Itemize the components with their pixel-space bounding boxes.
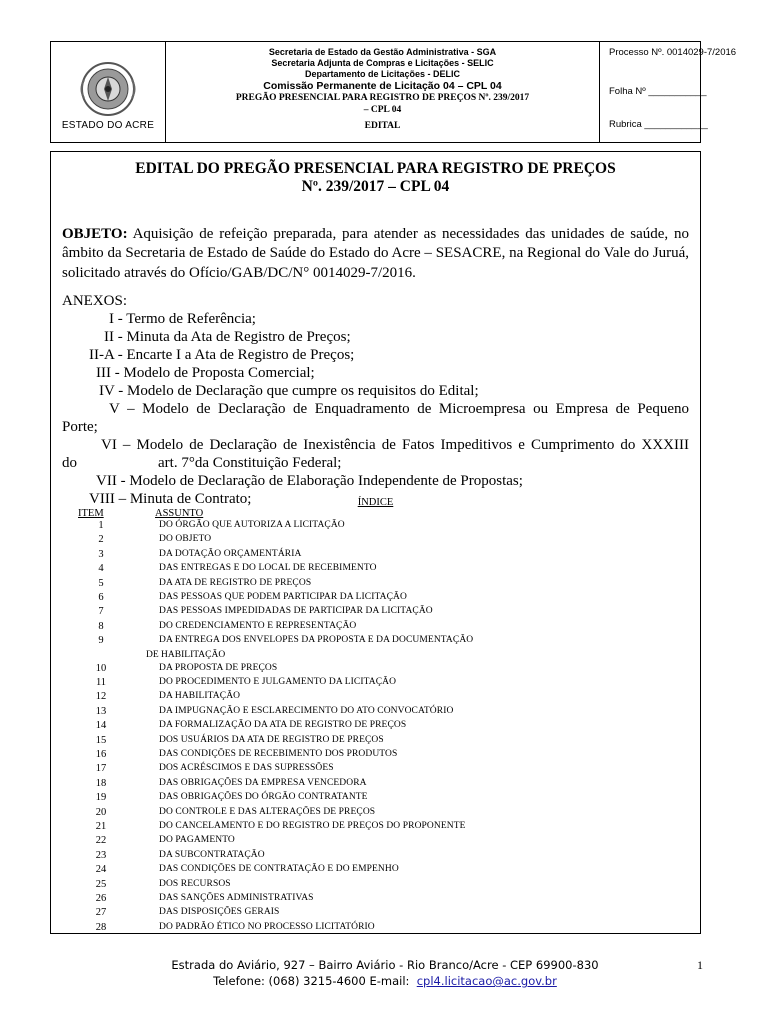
document-title-line2: Nº. 239/2017 – CPL 04	[301, 178, 450, 195]
indice-row	[51, 821, 700, 835]
objeto-paragraph	[62, 225, 689, 283]
indice-item-subject: DO CANCELAMENTO E DO REGISTRO DE PREÇOS DO PROPONENTE	[159, 821, 466, 831]
indice-item-number: 17	[95, 763, 107, 775]
indice-row	[51, 907, 700, 921]
indice-item-number: 22	[95, 835, 107, 847]
objeto-text: Aquisição de refeição preparada, para atender as necessidades das unidades de saúde, no âmbito da Secretaria de Estado de Saúde do Estado do Acre – SESACRE, na Regional do Vale do Juruá, solicitado através do Ofício/GAB/DC/N° 0014029-7/2016.	[62, 226, 689, 281]
indice-item-subject: DAS OBRIGAÇÕES DO ÓRGÃO CONTRATANTE	[159, 792, 368, 803]
document-body	[50, 151, 701, 934]
header-line-selic: Secretaria Adjunta de Compras e Licitações - SELIC	[271, 58, 494, 68]
indice-item-subject: DA ATA DE REGISTRO DE PREÇOS	[159, 577, 312, 588]
indice-item-subject: DA DOTAÇÃO ORÇAMENTÁRIA	[159, 548, 302, 559]
indice-row	[51, 850, 700, 864]
document-header	[50, 41, 737, 143]
footer-phone: Telefone: (068) 3215-4600 E-mail:	[213, 974, 410, 988]
objeto-label: OBJETO:	[62, 226, 128, 242]
indice-item-subject: DAS OBRIGAÇÕES DA EMPRESA VENCEDORA	[159, 777, 367, 788]
rubrica-field: Rubrica ____________	[609, 119, 708, 130]
indice-row	[51, 864, 700, 878]
indice-item-number: 13	[95, 705, 107, 717]
header-agency-cell	[166, 42, 600, 142]
indice-item-subject: DOS USUÁRIOS DA ATA DE REGISTRO DE PREÇOS	[159, 734, 384, 745]
indice-item-subject: DAS CONDIÇÕES DE RECEBIMENTO DOS PRODUTOS	[159, 749, 398, 759]
indice-item-number: 25	[95, 878, 107, 890]
indice-row	[51, 879, 700, 893]
indice-item-number: 24	[95, 864, 107, 876]
indice-row	[51, 706, 700, 720]
indice-item-number: 6	[98, 592, 104, 603]
indice-row	[51, 763, 700, 777]
indice-item-number: 20	[95, 806, 107, 818]
header-line-cpl04: – CPL 04	[363, 105, 402, 115]
header-line-edital: EDITAL	[364, 121, 401, 131]
anexos-label: ANEXOS:	[62, 293, 128, 309]
indice-item-subject: DO PADRÃO ÉTICO NO PROCESSO LICITATÓRIO	[159, 921, 375, 932]
indice-row	[51, 592, 700, 606]
indice-item-subject: DO PAGAMENTO	[159, 835, 235, 846]
anexo-item: II-A - Encarte I a Ata de Registro de Preços;	[89, 347, 355, 363]
anexo-item: IV - Modelo de Declaração que cumpre os requisitos do Edital;	[99, 383, 479, 399]
indice-item-subject: DAS SANÇÕES ADMINISTRATIVAS	[159, 893, 314, 903]
indice-item-subject: DA SUBCONTRATAÇÃO	[159, 849, 265, 860]
indice-item-number: 19	[95, 792, 107, 804]
header-line-sga: Secretaria de Estado da Gestão Administrativa - SGA	[268, 47, 497, 57]
anexo-item: V – Modelo de Declaração de Enquadramento de Microempresa ou Empresa de Pequeno	[109, 401, 689, 417]
indice-row	[51, 749, 700, 763]
indice-row	[51, 663, 700, 677]
indice-item-number: 4	[98, 563, 104, 575]
folha-field: Folha Nº ___________	[609, 86, 707, 97]
indice-item-number: 26	[95, 893, 107, 904]
header-logo-cell	[51, 42, 166, 142]
indice-row	[51, 621, 700, 635]
indice-item-subject: DA IMPUGNAÇÃO E ESCLARECIMENTO DO ATO CONVOCATÓRIO	[159, 705, 454, 716]
footer-address: Estrada do Aviário, 927 – Bairro Aviário - Rio Branco/Acre - CEP 69900-830	[171, 958, 599, 972]
indice-item-number: 14	[95, 720, 107, 732]
anexo-item-continuation: art. 7°da Constituição Federal;	[158, 455, 342, 471]
indice-item-subject: DO CREDENCIAMENTO E REPRESENTAÇÃO	[159, 620, 357, 631]
indice-col-assunto: ASSUNTO	[155, 508, 204, 519]
anexo-item: III - Modelo de Proposta Comercial;	[96, 365, 315, 381]
indice-item-subject: DAS DISPOSIÇÕES GERAIS	[159, 907, 280, 918]
indice-row	[51, 606, 700, 620]
indice-col-item: ITEM	[78, 508, 104, 519]
indice-item-continuation: DE HABILITAÇÃO	[146, 649, 226, 660]
indice-item-number: 11	[95, 677, 107, 688]
anexo-item-continuation: do	[62, 455, 77, 471]
header-line-delic: Departamento de Licitações - DELIC	[304, 69, 461, 79]
indice-item-subject: DO PROCEDIMENTO E JULGAMENTO DA LICITAÇÃO	[159, 677, 397, 687]
indice-row	[51, 563, 700, 577]
footer-email-link[interactable]: cpl4.licitacao@ac.gov.br	[416, 974, 557, 988]
state-coat-of-arms-icon	[79, 60, 137, 118]
footer-contact	[0, 974, 770, 988]
indice-item-subject: DA PROPOSTA DE PREÇOS	[159, 662, 278, 673]
indice-item-subject: DA HABILITAÇÃO	[159, 691, 241, 702]
indice-item-number: 27	[95, 907, 107, 919]
anexo-item-continuation: Porte;	[62, 419, 98, 435]
indice-item-subject: DA ENTREGA DOS ENVELOPES DA PROPOSTA E DA DOCUMENTAÇÃO	[159, 635, 474, 646]
header-line-pregao: PREGÃO PRESENCIAL PARA REGISTRO DE PREÇOS Nº. 239/2017	[235, 93, 530, 103]
indice-item-number: 1	[98, 520, 104, 531]
indice-row	[51, 691, 700, 705]
indice-item-subject: DO CONTROLE E DAS ALTERAÇÕES DE PREÇOS	[159, 806, 376, 817]
indice-item-number: 9	[98, 635, 104, 647]
state-name: ESTADO DO ACRE	[61, 120, 155, 131]
indice-item-number: 23	[95, 849, 107, 861]
indice-item-subject: DO OBJETO	[159, 534, 212, 545]
document-title-line1: EDITAL DO PREGÃO PRESENCIAL PARA REGISTRO DE PREÇOS	[135, 160, 616, 177]
indice-item-number: 7	[98, 606, 104, 618]
anexo-item: I - Termo de Referência;	[109, 311, 256, 327]
indice-item-number: 12	[95, 691, 107, 703]
indice-item-number: 21	[95, 821, 107, 832]
indice-item-subject: DAS ENTREGAS E DO LOCAL DE RECEBIMENTO	[159, 563, 377, 574]
anexo-item: II - Minuta da Ata de Registro de Preços;	[104, 329, 351, 345]
indice-item-number: 18	[95, 777, 107, 789]
indice-row	[51, 893, 700, 907]
indice-row	[51, 549, 700, 563]
indice-row	[51, 807, 700, 821]
anexo-item: VIII – Minuta de Contrato;	[89, 491, 252, 507]
indice-item-subject: DAS CONDIÇÕES DE CONTRATAÇÃO E DO EMPENHO	[159, 864, 399, 875]
indice-item-number: 2	[98, 534, 104, 546]
indice-title: ÍNDICE	[357, 497, 394, 508]
indice-item-number: 16	[95, 749, 107, 760]
indice-row	[51, 720, 700, 734]
indice-row	[51, 534, 700, 548]
indice-row	[51, 835, 700, 849]
indice-row	[51, 578, 700, 592]
indice-item-subject: DAS PESSOAS IMPEDIDADAS DE PARTICIPAR DA LICITAÇÃO	[159, 606, 433, 617]
indice-row	[51, 778, 700, 792]
indice-item-number: 28	[95, 921, 107, 933]
indice-row	[51, 922, 700, 936]
indice-item-subject: DO ÓRGÃO QUE AUTORIZA A LICITAÇÃO	[159, 520, 345, 530]
indice-row	[51, 635, 700, 649]
indice-item-number: 5	[98, 577, 104, 589]
indice-row	[51, 735, 700, 749]
indice-item-number: 15	[95, 734, 107, 746]
indice-item-subject: DOS RECURSOS	[159, 878, 231, 889]
indice-item-subject: DA FORMALIZAÇÃO DA ATA DE REGISTRO DE PREÇOS	[159, 720, 407, 731]
header-line-cpl: Comissão Permanente de Licitação 04 – CPL 04	[263, 80, 502, 92]
indice-item-subject: DOS ACRÉSCIMOS E DAS SUPRESSÕES	[159, 763, 334, 774]
processo-number: Processo Nº. 0014029-7/2016	[609, 47, 737, 58]
indice-item-subject: DAS PESSOAS QUE PODEM PARTICIPAR DA LICITAÇÃO	[159, 592, 407, 602]
header-process-cell	[600, 42, 737, 142]
indice-item-number: 3	[98, 548, 104, 560]
anexo-item: VII - Modelo de Declaração de Elaboração Independente de Propostas;	[96, 473, 523, 489]
indice-item-number: 10	[95, 662, 107, 674]
indice-item-number: 8	[98, 620, 104, 632]
indice-row	[51, 677, 700, 691]
indice-row	[51, 520, 700, 534]
anexo-item: VI – Modelo de Declaração de Inexistência de Fatos Impeditivos e Cumprimento do XXXIII	[101, 437, 689, 453]
page-number: 1	[697, 958, 703, 972]
indice-row	[51, 792, 700, 806]
